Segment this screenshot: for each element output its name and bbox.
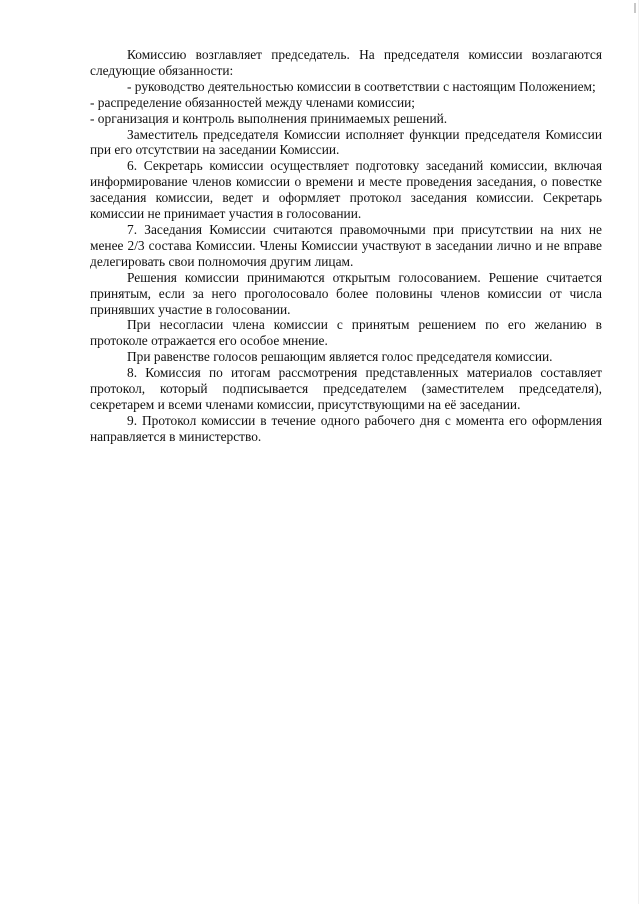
paragraph-duty-distribution: - распределение обязанностей между членами комиссии; [90,94,416,110]
paragraph-duty-management: - руководство деятельностью комиссии в соответствии с настоящим Положением; [127,78,596,94]
paragraph-duty-control: - организация и контроль выполнения принимаемых решений. [90,110,448,126]
paragraph-item-9-ministry: 9. Протокол комиссии в течение одного рабочего дня с момента его оформления направляется в министерство. [90,412,602,444]
paragraph-deputy-chairman: Заместитель председателя Комиссии исполняет функции председателя Комиссии при его отсутствии на заседании Комиссии. [90,126,602,158]
paragraph-item-8-protocol: 8. Комиссия по итогам рассмотрения представленных материалов составляет протокол, который подписывается председателем (заместителем председателя), секретарем и всеми членами комиссии, присутствующими на её заседании. [90,365,602,412]
paragraph-item-7-quorum: 7. Заседания Комиссии считаются правомочными при присутствии на них не менее 2/3 состава Комиссии. Члены Комиссии участвуют в заседании лично и не вправе делегировать свои полномочия другим лицам. [90,221,602,269]
document-body [90,47,602,445]
paragraph-item-6-secretary: 6. Секретарь комиссии осуществляет подготовку заседаний комиссии, включая информирование членов комиссии о времени и месте проведения заседания, о повестке заседания комиссии, ведет и оформляет протокол заседания комиссии. Секретарь комиссии не принимает участия в голосовании. [90,158,602,222]
paragraph-tie-vote: При равенстве голосов решающим является голос председателя комиссии. [127,349,553,365]
paragraph-dissenting-opinion: При несогласии члена комиссии с принятым решением по его желанию в протоколе отражается его особое мнение. [90,317,602,349]
scan-artifact-mark [634,3,636,13]
paragraph-open-voting: Решения комиссии принимаются открытым голосованием. Решение считается принятым, если за него проголосовало более половины членов комиссии от числа принявших участие в голосовании. [90,269,602,317]
paragraph-chairman-duties: Комиссию возглавляет председатель. На председателя комиссии возлагаются следующие обязанности: [90,47,602,78]
